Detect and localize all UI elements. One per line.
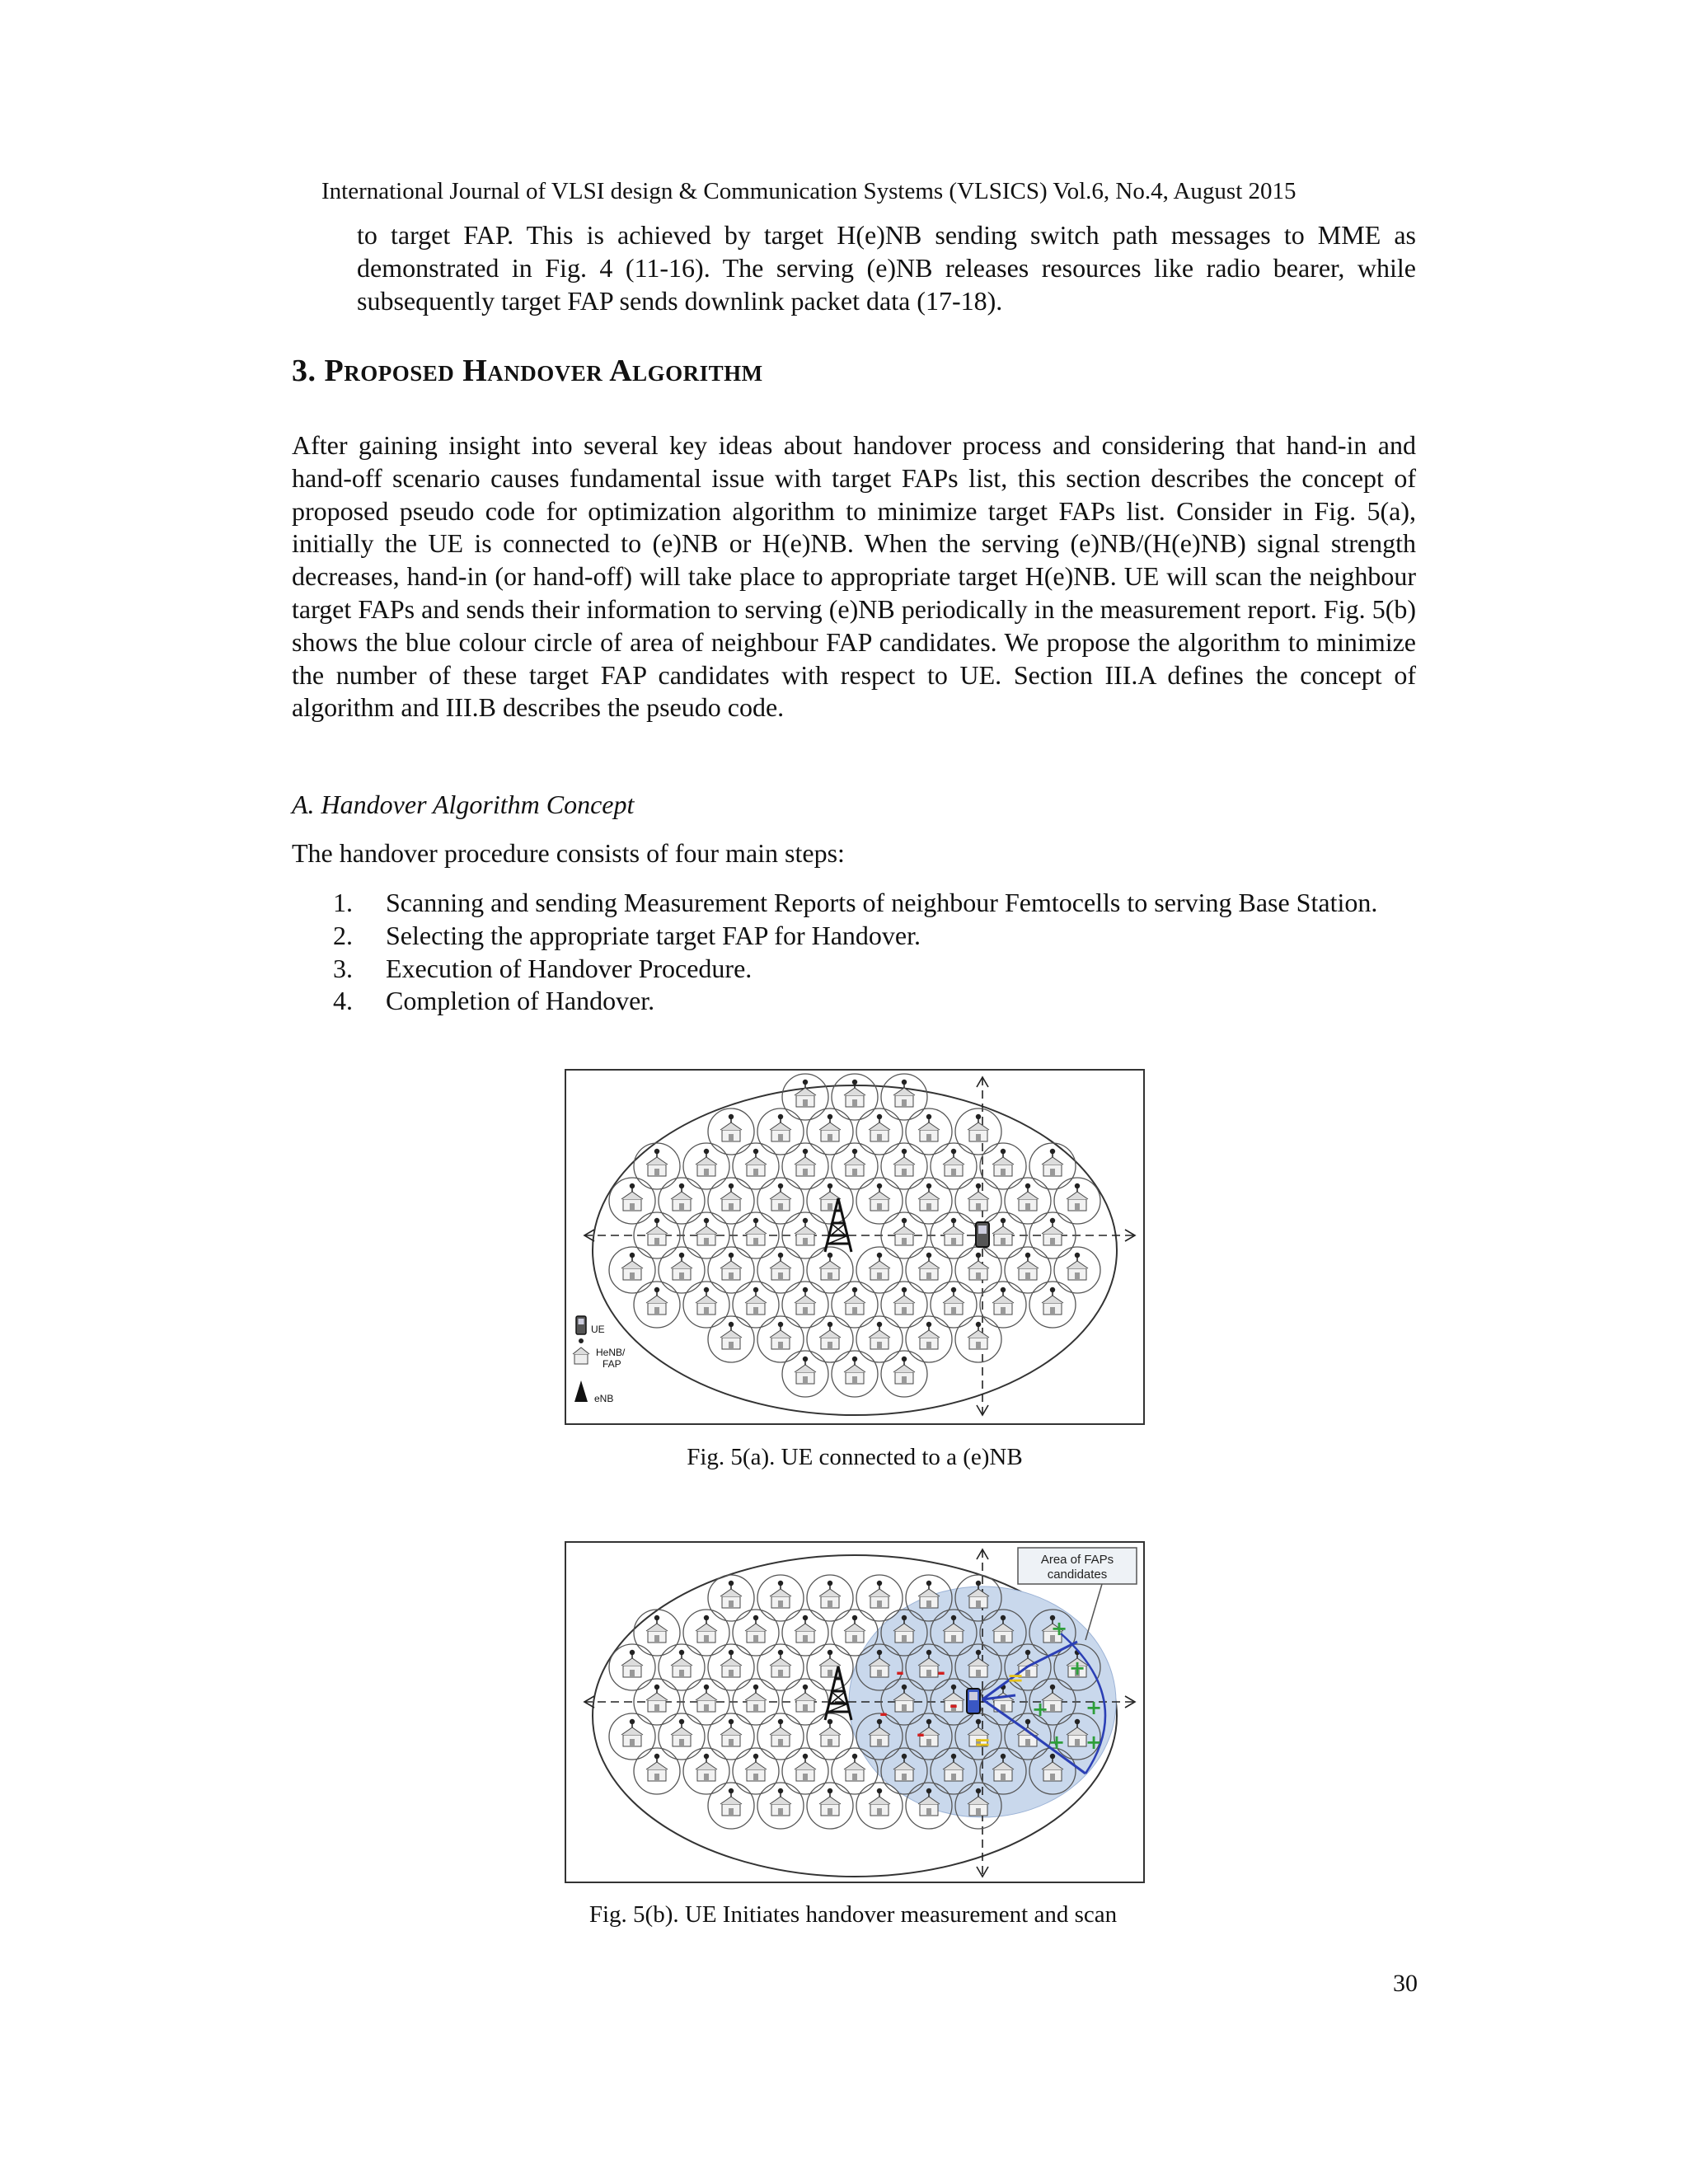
femtocell	[609, 1178, 655, 1224]
femtocell	[832, 1748, 878, 1794]
femtocell	[807, 1178, 853, 1224]
femtocell	[634, 1610, 680, 1656]
step-text: Scanning and sending Measurement Reports of neighbour Femtocells to serving Base Station.	[386, 888, 1378, 917]
femtocell	[757, 1108, 804, 1155]
femtocell	[856, 1575, 903, 1621]
femtocell	[757, 1247, 804, 1293]
femtocell	[832, 1351, 878, 1397]
femtocell	[609, 1713, 655, 1760]
femtocell	[757, 1713, 804, 1760]
femtocell	[856, 1247, 903, 1293]
signal-marker: =	[973, 1731, 992, 1754]
figure-5b	[565, 1541, 1145, 1883]
femtocell	[881, 1074, 927, 1120]
page-number: 30	[1393, 1970, 1418, 1997]
femtocell-diagram-b	[566, 1543, 1143, 1882]
legend	[573, 1316, 626, 1404]
femtocell	[807, 1108, 853, 1155]
femtocell	[757, 1783, 804, 1829]
femtocell	[832, 1282, 878, 1328]
femtocell	[1005, 1178, 1051, 1224]
femtocell	[782, 1143, 828, 1189]
femtocell	[807, 1644, 853, 1690]
femtocell	[856, 1783, 903, 1829]
femtocell	[931, 1282, 977, 1328]
legend-ue-icon	[576, 1316, 586, 1334]
femtocell	[708, 1316, 754, 1362]
step-item	[333, 953, 1416, 986]
continuation-paragraph: to target FAP. This is achieved by target H(e)NB sending switch path messages to MME as demonstrated in Fig. 4 (11-16). The serving (e)NB releases resources like radio bearer, while subsequently target FAP sends downlink packet data (17-18).	[357, 220, 1416, 316]
femtocell	[634, 1282, 680, 1328]
femtocell	[708, 1178, 754, 1224]
signal-marker: -	[879, 1702, 888, 1725]
femtocell	[881, 1282, 927, 1328]
femtocell	[881, 1351, 927, 1397]
signal-marker: +	[1048, 1731, 1066, 1754]
ue-phone-icon	[967, 1689, 980, 1713]
step-text: Selecting the appropriate target FAP for Handover.	[386, 920, 921, 950]
legend-henb-label	[596, 1347, 626, 1358]
femtocell	[807, 1713, 853, 1760]
section-body-paragraph: After gaining insight into several key ideas about handover process and considering that hand-in and hand-off scenario causes fundamental issue with target FAPs list, this section describes the concept of proposed pseudo code for optimization algorithm to minimize target FAPs list. Consider in Fig. 5(a), initially the UE is connected to (e)NB or H(e)NB. When the serving (e)NB/(H(e)NB) signal strength decreases, hand-in (or hand-off) will take place to appropriate target H(e)NB. UE will scan the neighbour target FAPs and sends their information to serving (e)NB periodically in the measurement report. Fig. 5(b) shows the blue colour circle of area of neighbour FAP candidates. We propose the algorithm to minimize the number of these target FAP candidates with respect to UE. Section III.A defines the concept of algorithm and III.B describes the pseudo code.	[292, 430, 1416, 723]
step-number: 3.	[333, 953, 353, 983]
femtocell	[931, 1143, 977, 1189]
femtocell	[683, 1143, 729, 1189]
signal-marker: +	[1031, 1698, 1049, 1721]
femtocell	[683, 1282, 729, 1328]
femtocell	[782, 1748, 828, 1794]
femtocell	[906, 1247, 952, 1293]
femtocell	[807, 1247, 853, 1293]
signal-marker: +	[1085, 1731, 1103, 1754]
femtocell	[980, 1143, 1026, 1189]
femtocell	[757, 1178, 804, 1224]
step-number: 2.	[333, 920, 353, 950]
femtocell	[782, 1282, 828, 1328]
femtocell	[782, 1351, 828, 1397]
femtocell	[634, 1143, 680, 1189]
femtocell-diagram-a	[566, 1071, 1143, 1423]
femtocell	[708, 1644, 754, 1690]
figure-5a-caption: Fig. 5(a). UE connected to a (e)NB	[687, 1444, 1023, 1470]
signal-marker: -	[937, 1661, 945, 1684]
femtocell	[659, 1713, 705, 1760]
step-item	[333, 920, 1416, 953]
steps-intro: The handover procedure consists of four main steps:	[292, 838, 845, 868]
femtocell	[659, 1178, 705, 1224]
step-number: 1.	[333, 888, 353, 917]
femtocell	[906, 1316, 952, 1362]
legend-enb-icon	[574, 1380, 588, 1402]
femtocell	[881, 1143, 927, 1189]
femtocell	[634, 1748, 680, 1794]
subsection-title: A. Handover Algorithm Concept	[292, 790, 635, 819]
signal-marker: +	[1085, 1696, 1103, 1719]
callout-line-1: Area of FAPs	[1040, 1553, 1114, 1567]
legend-enb-label: eNB	[594, 1393, 614, 1404]
femtocell	[955, 1247, 1001, 1293]
figure-5b-caption: Fig. 5(b). UE Initiates handover measurement and scan	[588, 1901, 1118, 1928]
femtocell	[782, 1074, 828, 1120]
signal-marker: =	[1006, 1666, 1025, 1690]
femtocell	[708, 1713, 754, 1760]
legend-henb-line2: FAP	[603, 1358, 621, 1370]
signal-marker: -	[950, 1694, 958, 1717]
femtocell	[980, 1282, 1026, 1328]
femtocell	[683, 1610, 729, 1656]
femtocell	[708, 1247, 754, 1293]
femtocell	[807, 1783, 853, 1829]
femtocell	[733, 1610, 779, 1656]
signal-marker: -	[896, 1661, 904, 1684]
femtocell	[1054, 1178, 1100, 1224]
step-number: 4.	[333, 986, 353, 1016]
femtocell	[856, 1108, 903, 1155]
femtocell	[609, 1644, 655, 1690]
femtocell	[856, 1178, 903, 1224]
legend-henb-line1: HeNB/	[596, 1347, 626, 1358]
callout-line-2: candidates	[1047, 1568, 1108, 1582]
femtocell	[757, 1575, 804, 1621]
femtocell	[733, 1282, 779, 1328]
femtocell	[906, 1178, 952, 1224]
femtocell	[708, 1783, 754, 1829]
femtocell	[906, 1108, 952, 1155]
signal-marker: +	[1050, 1617, 1068, 1640]
femtocell	[708, 1108, 754, 1155]
femtocell	[757, 1644, 804, 1690]
femtocell	[832, 1074, 878, 1120]
femtocell	[683, 1748, 729, 1794]
ue-phone-icon	[976, 1222, 989, 1247]
femtocell	[659, 1644, 705, 1690]
femtocell	[1029, 1282, 1076, 1328]
femtocell	[782, 1610, 828, 1656]
step-item	[333, 985, 1416, 1018]
femtocell	[757, 1316, 804, 1362]
femtocell	[609, 1247, 655, 1293]
figure-5a	[565, 1069, 1145, 1425]
femtocell	[807, 1575, 853, 1621]
step-item	[333, 887, 1416, 920]
femtocell	[955, 1316, 1001, 1362]
journal-header: International Journal of VLSI design & Communication Systems (VLSICS) Vol.6, No.4, August 2015	[321, 178, 1296, 204]
femtocell	[659, 1247, 705, 1293]
femtocell	[807, 1316, 853, 1362]
signal-marker: +	[1068, 1657, 1086, 1680]
femtocell	[708, 1575, 754, 1621]
femtocell	[1005, 1247, 1051, 1293]
femtocell	[955, 1178, 1001, 1224]
step-text: Completion of Handover.	[386, 986, 655, 1016]
femtocell	[1029, 1143, 1076, 1189]
femtocell	[733, 1748, 779, 1794]
femtocell	[856, 1316, 903, 1362]
femtocell	[1054, 1247, 1100, 1293]
signal-marker: -	[917, 1722, 925, 1746]
legend-henb-label-2	[603, 1358, 621, 1370]
step-text: Execution of Handover Procedure.	[386, 953, 753, 983]
femtocell	[832, 1143, 878, 1189]
steps-list	[333, 887, 1416, 1018]
femtocell	[955, 1108, 1001, 1155]
legend-ue-label: UE	[591, 1324, 605, 1335]
legend-henb-icon	[573, 1338, 589, 1364]
femtocell	[832, 1610, 878, 1656]
femtocell	[733, 1143, 779, 1189]
section-title: 3. Proposed Handover Algorithm	[292, 354, 763, 388]
